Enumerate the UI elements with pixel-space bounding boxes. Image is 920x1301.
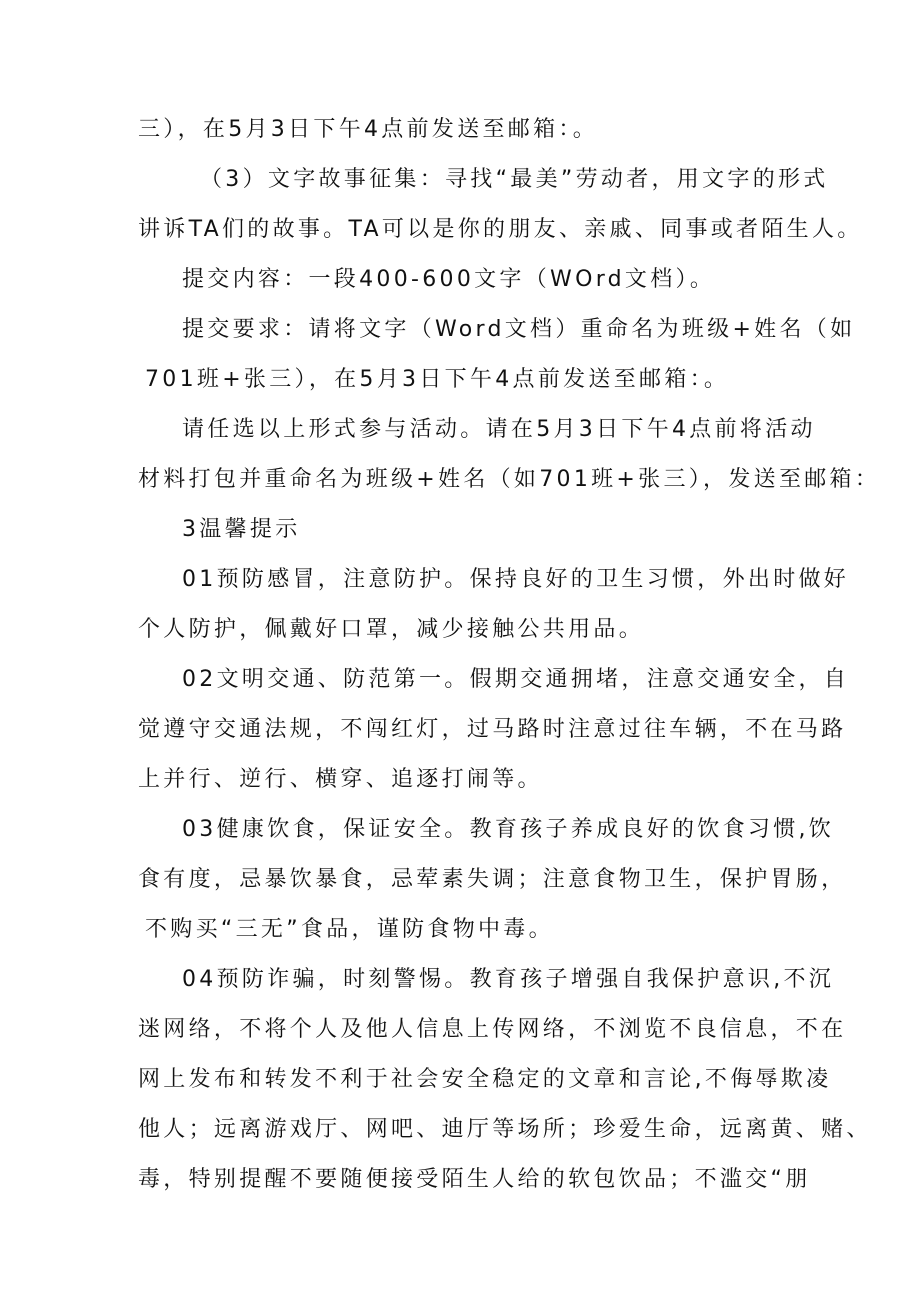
text-line-21: 他人；远离游戏厅、网吧、迪厅等场所；珍爱生命，远离黄、赌、 bbox=[138, 1117, 872, 1142]
section-heading: 3温馨提示 bbox=[182, 517, 301, 542]
text-line-15: 03健康饮食，保证安全。教育孩子养成良好的饮食习惯,饮 bbox=[182, 817, 835, 842]
text-line-16: 食有度，忌暴饮暴食，忌荤素失调；注意食物卫生，保护胃肠， bbox=[138, 867, 847, 892]
text-line-3: 讲诉TA们的故事。TA可以是你的朋友、亲戚、同事或者陌生人。 bbox=[138, 217, 863, 242]
text-line-18: 04预防诈骗，时刻警惕。教育孩子增强自我保护意识,不沉 bbox=[182, 967, 835, 992]
text-line-4: 提交内容：一段400-600文字（WOrd文档）。 bbox=[182, 267, 716, 292]
text-line-13: 觉遵守交通法规，不闯红灯，过马路时注意过往车辆，不在马路 bbox=[138, 717, 847, 742]
text-line-17: 不购买“三无”食品，谨防食物中毒。 bbox=[145, 917, 554, 942]
text-line-5: 提交要求：请将文字（Word文档）重命名为班级+姓名（如 bbox=[182, 317, 856, 342]
text-line-19: 迷网络，不将个人及他人信息上传网络，不浏览不良信息，不在 bbox=[138, 1017, 847, 1042]
text-line-12: 02文明交通、防范第一。假期交通拥堵，注意交通安全，自 bbox=[182, 667, 850, 692]
text-line-8: 材料打包并重命名为班级+姓名（如701班+张三），发送至邮箱： bbox=[138, 467, 881, 492]
text-line-7: 请任选以上形式参与活动。请在5月3日下午4点前将活动 bbox=[182, 417, 816, 442]
text-line-2: （3）文字故事征集：寻找“最美”劳动者，用文字的形式 bbox=[200, 167, 829, 192]
text-line-14: 上并行、逆行、横穿、追逐打闹等。 bbox=[138, 767, 543, 792]
text-line-22: 毒，特别提醒不要随便接受陌生人给的软包饮品；不滥交“朋 bbox=[138, 1167, 811, 1192]
text-line-11: 个人防护，佩戴好口罩，减少接触公共用品。 bbox=[138, 617, 645, 642]
text-line-6: 701班+张三），在5月3日下午4点前发送至邮箱：。 bbox=[145, 367, 730, 392]
text-line-1: 三），在5月3日下午4点前发送至邮箱：。 bbox=[138, 117, 598, 142]
text-line-20: 网上发布和转发不利于社会安全稳定的文章和言论,不侮辱欺凌 bbox=[138, 1067, 832, 1092]
text-line-10: 01预防感冒，注意防护。保持良好的卫生习惯，外出时做好 bbox=[182, 567, 850, 592]
